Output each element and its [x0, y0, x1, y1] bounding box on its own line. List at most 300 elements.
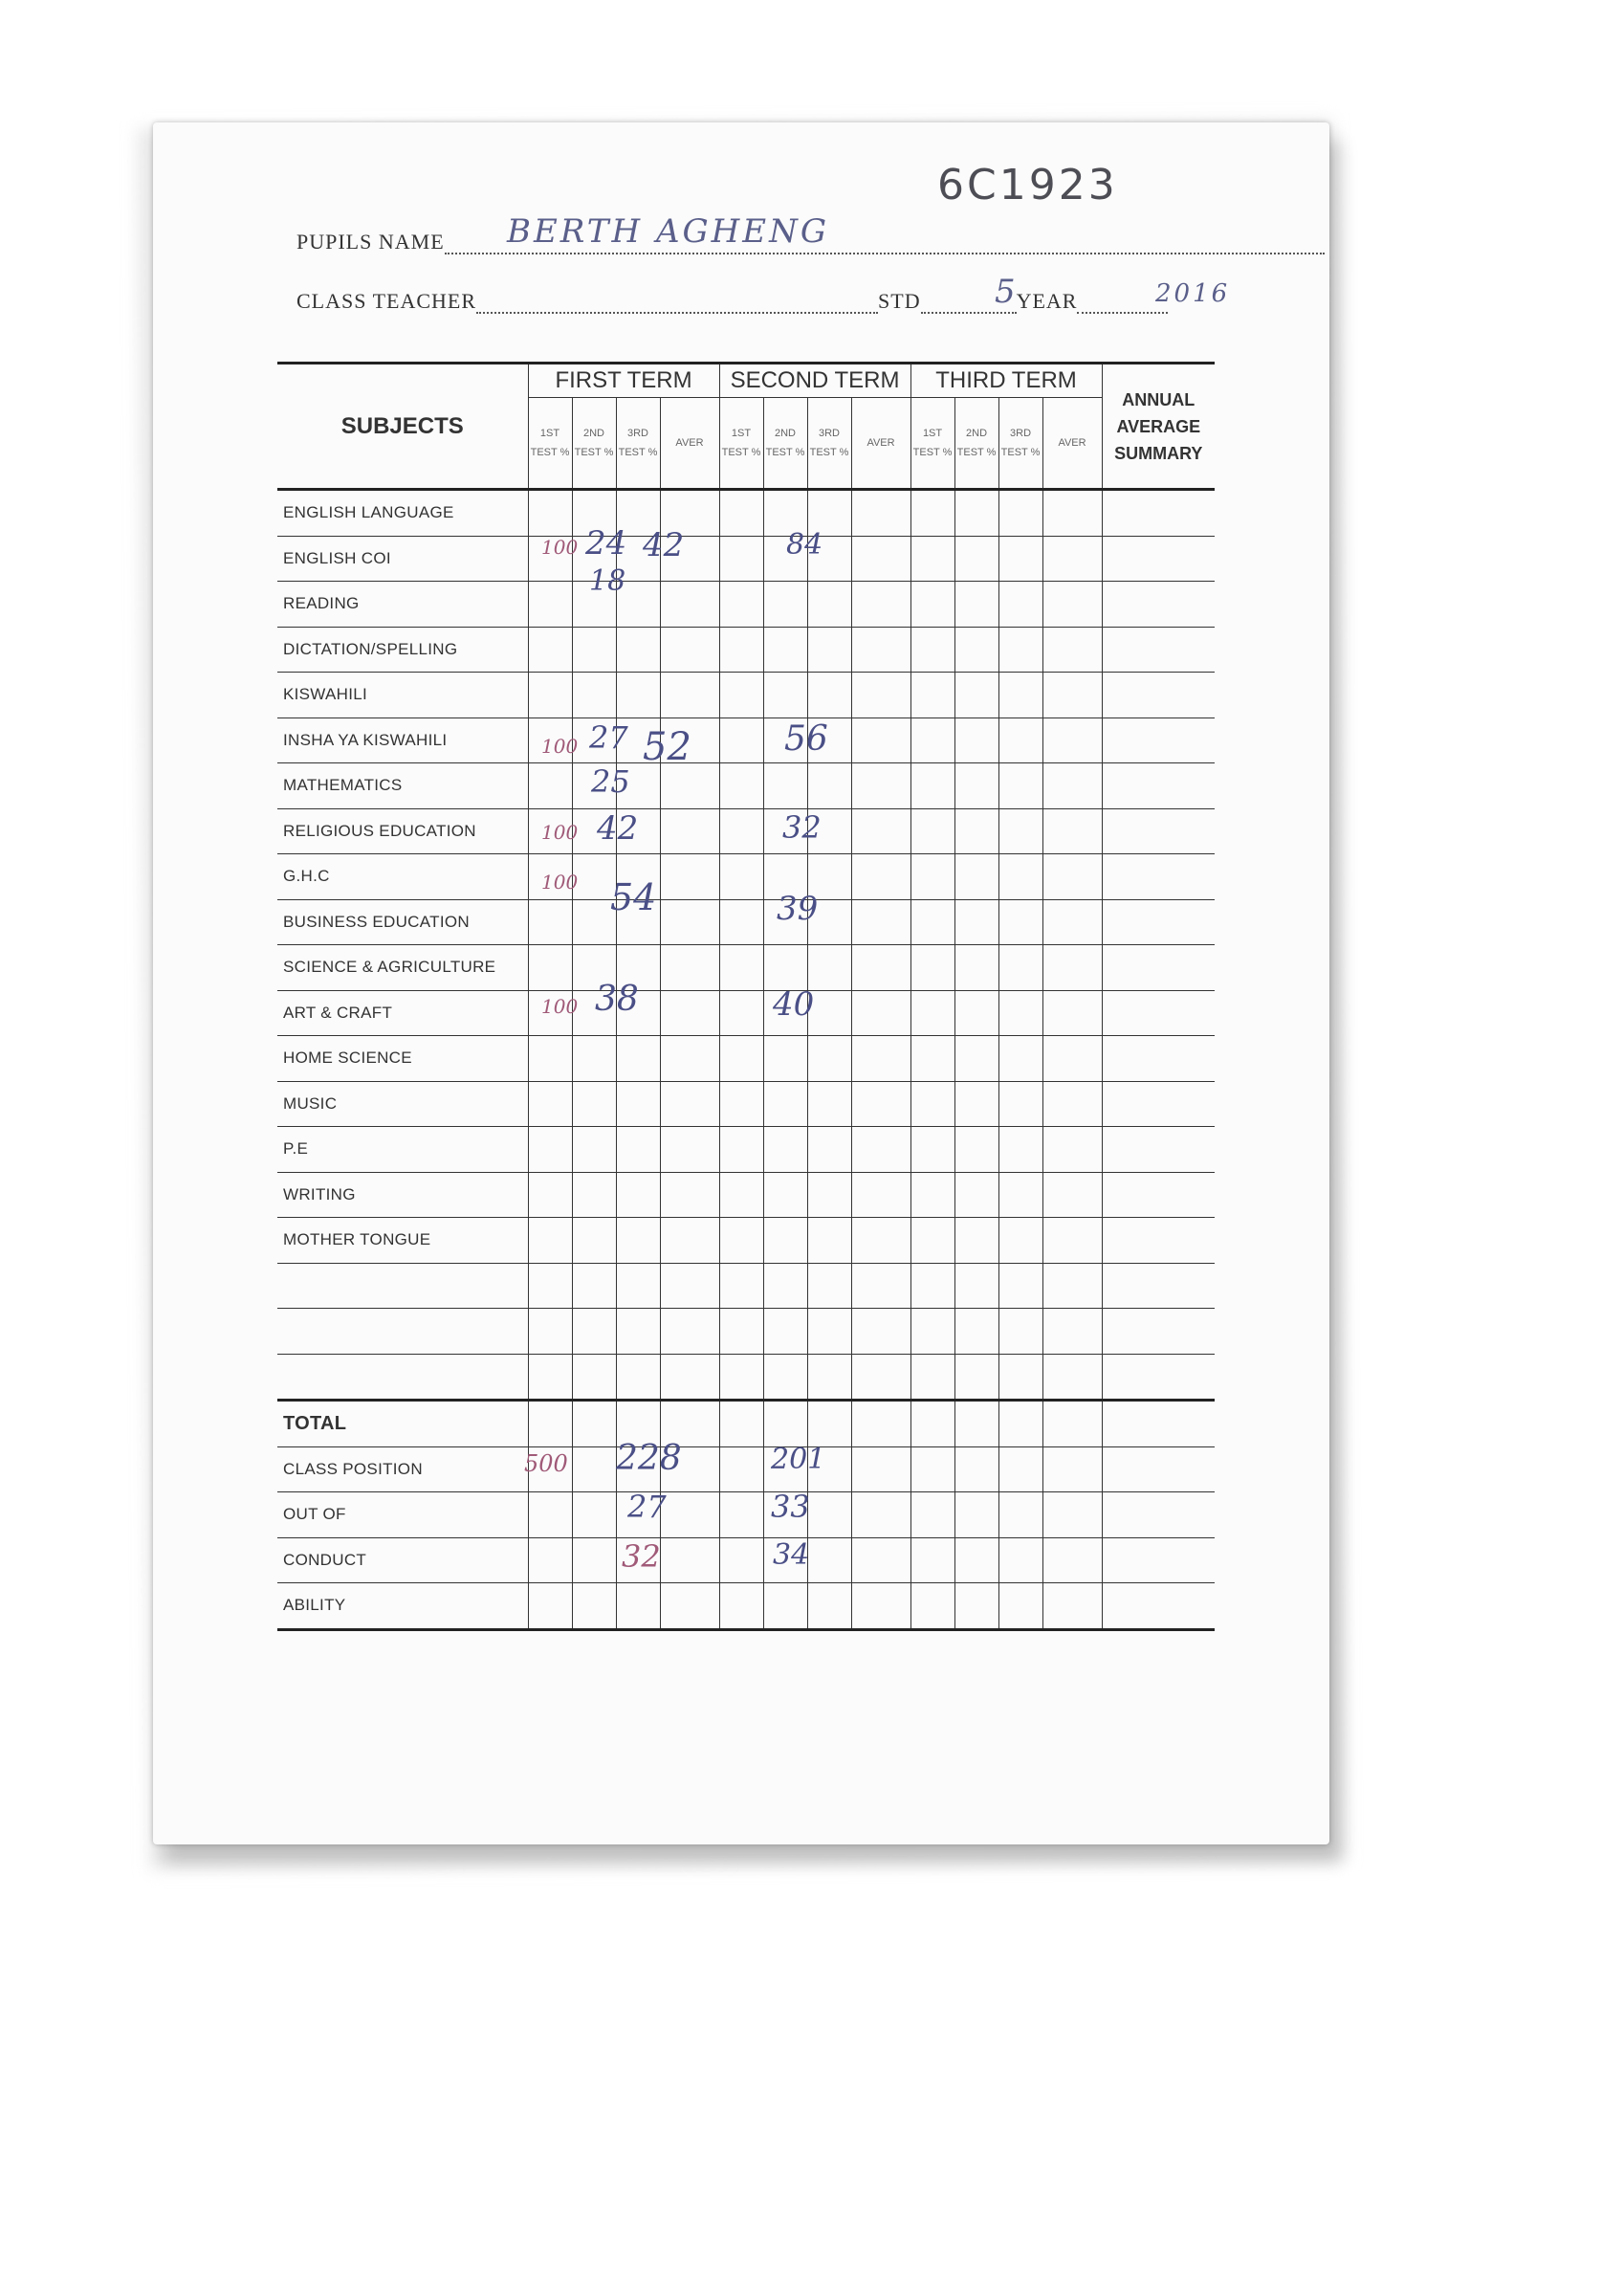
mark-cell: [954, 1127, 998, 1173]
mark-cell: [910, 1081, 954, 1127]
mark-cell: [954, 536, 998, 582]
teacher-line: [296, 289, 1168, 314]
subject-label: CLASS POSITION: [277, 1446, 528, 1492]
mark-cell: [998, 1401, 1042, 1447]
mark-cell: [998, 854, 1042, 900]
mark-cell: [851, 1354, 910, 1401]
mark-cell: [807, 763, 851, 809]
table-row: [277, 673, 1215, 718]
subject-label: WRITING: [277, 1172, 528, 1218]
mark-cell: [528, 1492, 572, 1538]
mark-cell: [763, 763, 807, 809]
table-row: [277, 945, 1215, 991]
mark-cell: [763, 582, 807, 628]
table-row: [277, 490, 1215, 537]
handwritten-mark: 27: [589, 719, 628, 756]
mark-cell: [807, 1172, 851, 1218]
mark-cell: [1042, 673, 1102, 718]
mark-cell: [763, 1036, 807, 1082]
handwritten-mark: 24: [585, 524, 627, 563]
mark-cell: [719, 854, 763, 900]
mark-cell: [851, 945, 910, 991]
mark-cell: [807, 673, 851, 718]
mark-cell: [807, 1583, 851, 1630]
mark-cell: [528, 1172, 572, 1218]
mark-cell: [660, 1172, 719, 1218]
mark-cell: [719, 1172, 763, 1218]
mark-cell: [954, 1081, 998, 1127]
mark-cell: [954, 1492, 998, 1538]
subjects-header: SUBJECTS: [277, 364, 528, 490]
mark-cell: [660, 763, 719, 809]
subject-label: [277, 1354, 528, 1401]
mark-cell: [998, 627, 1042, 673]
mark-cell: [1102, 899, 1215, 945]
mark-cell: [528, 1401, 572, 1447]
mark-cell: [528, 1537, 572, 1583]
mark-cell: [1102, 1309, 1215, 1355]
mark-cell: [719, 1446, 763, 1492]
handwritten-mark: 52: [643, 725, 691, 769]
mark-cell: [954, 1583, 998, 1630]
mark-cell: [528, 1036, 572, 1082]
mark-cell: [910, 673, 954, 718]
mark-cell: [616, 1127, 660, 1173]
mark-cell: [954, 990, 998, 1036]
handwritten-mark: 18: [589, 564, 626, 598]
mark-cell: [660, 673, 719, 718]
mark-cell: [1042, 899, 1102, 945]
mark-cell: [1042, 808, 1102, 854]
mark-cell: [807, 1263, 851, 1309]
mark-cell: [660, 1081, 719, 1127]
mark-cell: [1042, 1309, 1102, 1355]
table-row: [277, 1036, 1215, 1082]
mark-cell: [763, 1218, 807, 1264]
mark-cell: [660, 582, 719, 628]
handwritten-mark: 84: [786, 528, 823, 562]
test-column-header: 3RD TEST %: [807, 398, 851, 490]
test-column-header: 3RD TEST %: [616, 398, 660, 490]
mark-cell: [851, 582, 910, 628]
subject-label: HOME SCIENCE: [277, 1036, 528, 1082]
table-row: [277, 1172, 1215, 1218]
mark-cell: [1042, 490, 1102, 537]
mark-cell: [1102, 990, 1215, 1036]
mark-cell: [851, 1309, 910, 1355]
handwritten-mark: 32: [782, 809, 822, 846]
subject-label: [277, 1263, 528, 1309]
mark-cell: [719, 763, 763, 809]
mark-cell: [1042, 1081, 1102, 1127]
mark-cell: [660, 899, 719, 945]
mark-cell: [954, 1172, 998, 1218]
mark-cell: [954, 763, 998, 809]
mark-cell: [660, 1309, 719, 1355]
mark-cell: [998, 718, 1042, 763]
mark-cell: [851, 536, 910, 582]
mark-cell: [719, 1036, 763, 1082]
mark-cell: [851, 1127, 910, 1173]
mark-cell: [1102, 582, 1215, 628]
mark-cell: [719, 1583, 763, 1630]
mark-cell: [528, 490, 572, 537]
mark-cell: [851, 1446, 910, 1492]
handwritten-mark: 42: [643, 526, 685, 564]
mark-cell: [1102, 1127, 1215, 1173]
mark-cell: [998, 945, 1042, 991]
mark-cell: [851, 673, 910, 718]
mark-cell: [719, 945, 763, 991]
handwritten-mark: 32: [622, 1538, 661, 1575]
mark-cell: [572, 1354, 616, 1401]
mark-cell: [1102, 627, 1215, 673]
subject-label: CONDUCT: [277, 1537, 528, 1583]
table-row: [277, 808, 1215, 854]
mark-cell: [1042, 1127, 1102, 1173]
mark-cell: [954, 627, 998, 673]
mark-cell: [660, 808, 719, 854]
subject-label: ART & CRAFT: [277, 990, 528, 1036]
handwritten-mark: 201: [771, 1443, 826, 1476]
mark-cell: [851, 808, 910, 854]
subject-label: P.E: [277, 1127, 528, 1173]
mark-cell: [1102, 945, 1215, 991]
table-row: [277, 1401, 1215, 1447]
mark-cell: [851, 490, 910, 537]
mark-cell: [528, 1263, 572, 1309]
subject-label: BUSINESS EDUCATION: [277, 899, 528, 945]
mark-cell: [851, 718, 910, 763]
mark-cell: [1102, 808, 1215, 854]
mark-cell: [763, 1309, 807, 1355]
mark-cell: [616, 1218, 660, 1264]
mark-cell: [528, 1309, 572, 1355]
test-column-header: 1ST TEST %: [719, 398, 763, 490]
subject-label: ENGLISH LANGUAGE: [277, 490, 528, 537]
handwritten-mark: 33: [771, 1489, 810, 1525]
mark-cell: [910, 718, 954, 763]
mark-cell: [660, 627, 719, 673]
mark-cell: [954, 945, 998, 991]
mark-cell: [528, 673, 572, 718]
mark-cell: [660, 1492, 719, 1538]
mark-cell: [851, 990, 910, 1036]
mark-cell: [660, 1127, 719, 1173]
handwritten-mark: 25: [591, 763, 630, 800]
mark-cell: [719, 1309, 763, 1355]
subject-label: RELIGIOUS EDUCATION: [277, 808, 528, 854]
mark-cell: [910, 763, 954, 809]
mark-cell: [998, 1036, 1042, 1082]
test-column-header: AVER: [1042, 398, 1102, 490]
handwritten-mark: 38: [595, 980, 639, 1019]
mark-cell: [528, 1218, 572, 1264]
std-value: 5: [995, 273, 1019, 311]
mark-cell: [998, 536, 1042, 582]
mark-cell: [1102, 1263, 1215, 1309]
mark-cell: [719, 673, 763, 718]
mark-cell: [572, 1263, 616, 1309]
mark-cell: [954, 1309, 998, 1355]
test-column-header: AVER: [851, 398, 910, 490]
test-column-header: 2ND TEST %: [954, 398, 998, 490]
mark-cell: [910, 899, 954, 945]
mark-cell: [998, 1537, 1042, 1583]
mark-cell: [719, 1263, 763, 1309]
subject-label: [277, 1309, 528, 1355]
mark-cell: [851, 899, 910, 945]
mark-cell: [998, 1446, 1042, 1492]
test-column-header: 1ST TEST %: [528, 398, 572, 490]
mark-cell: [1102, 1081, 1215, 1127]
mark-cell: [719, 582, 763, 628]
form-reference-number: 6C1923: [937, 161, 1118, 210]
mark-cell: [910, 990, 954, 1036]
subject-label: MATHEMATICS: [277, 763, 528, 809]
mark-cell: [910, 1036, 954, 1082]
mark-cell: [807, 1492, 851, 1538]
annual-summary-header: ANNUAL AVERAGE SUMMARY: [1102, 364, 1215, 490]
subject-label: SCIENCE & AGRICULTURE: [277, 945, 528, 991]
mark-cell: [998, 1172, 1042, 1218]
table-row: [277, 1446, 1215, 1492]
mark-cell: [616, 627, 660, 673]
mark-cell: [763, 1172, 807, 1218]
mark-cell: [998, 1218, 1042, 1264]
mark-cell: [719, 1354, 763, 1401]
mark-cell: [528, 763, 572, 809]
mark-cell: [660, 990, 719, 1036]
mark-cell: [660, 854, 719, 900]
mark-cell: [1102, 1036, 1215, 1082]
mark-cell: [1102, 536, 1215, 582]
mark-cell: [910, 1263, 954, 1309]
mark-cell: [660, 1263, 719, 1309]
mark-cell: [1102, 1492, 1215, 1538]
mark-cell: [719, 899, 763, 945]
subject-label: OUT OF: [277, 1492, 528, 1538]
handwritten-mark: 100: [541, 536, 579, 559]
mark-cell: [851, 1172, 910, 1218]
mark-cell: [528, 1583, 572, 1630]
mark-cell: [719, 490, 763, 537]
mark-cell: [660, 1036, 719, 1082]
mark-cell: [998, 990, 1042, 1036]
handwritten-mark: 56: [784, 719, 828, 759]
mark-cell: [1102, 673, 1215, 718]
mark-cell: [1102, 1172, 1215, 1218]
mark-cell: [616, 1309, 660, 1355]
handwritten-mark: 100: [541, 871, 579, 894]
mark-cell: [910, 1446, 954, 1492]
mark-cell: [1102, 1354, 1215, 1401]
first-term-header: FIRST TERM: [528, 364, 719, 398]
mark-cell: [998, 1492, 1042, 1538]
mark-cell: [763, 1263, 807, 1309]
mark-cell: [1042, 1401, 1102, 1447]
subject-label: READING: [277, 582, 528, 628]
mark-cell: [807, 1036, 851, 1082]
handwritten-mark: 228: [616, 1439, 682, 1478]
mark-cell: [807, 1309, 851, 1355]
mark-cell: [851, 1218, 910, 1264]
mark-cell: [1042, 536, 1102, 582]
mark-cell: [719, 1218, 763, 1264]
mark-cell: [763, 945, 807, 991]
table-row: [277, 1537, 1215, 1583]
mark-cell: [851, 1263, 910, 1309]
mark-cell: [910, 1309, 954, 1355]
mark-cell: [1042, 945, 1102, 991]
mark-cell: [910, 1354, 954, 1401]
mark-cell: [954, 854, 998, 900]
table-row: [277, 763, 1215, 809]
mark-cell: [719, 990, 763, 1036]
mark-cell: [851, 1492, 910, 1538]
mark-cell: [1042, 1446, 1102, 1492]
mark-cell: [954, 582, 998, 628]
mark-cell: [1042, 627, 1102, 673]
mark-cell: [851, 627, 910, 673]
mark-cell: [1042, 763, 1102, 809]
subject-label: MUSIC: [277, 1081, 528, 1127]
mark-cell: [910, 1537, 954, 1583]
table-row: [277, 1354, 1215, 1401]
mark-cell: [851, 1401, 910, 1447]
mark-cell: [807, 582, 851, 628]
table-row: [277, 1583, 1215, 1630]
mark-cell: [910, 582, 954, 628]
table-row: [277, 536, 1215, 582]
mark-cell: [851, 1583, 910, 1630]
handwritten-mark: 34: [773, 1538, 810, 1572]
table-row: [277, 718, 1215, 763]
test-column-header: 3RD TEST %: [998, 398, 1042, 490]
mark-cell: [851, 763, 910, 809]
mark-cell: [998, 1263, 1042, 1309]
mark-cell: [851, 1537, 910, 1583]
mark-cell: [763, 1354, 807, 1401]
mark-cell: [954, 1218, 998, 1264]
subject-label: TOTAL: [277, 1401, 528, 1447]
mark-cell: [954, 1446, 998, 1492]
handwritten-mark: 500: [524, 1450, 568, 1477]
mark-cell: [528, 1354, 572, 1401]
table-row: [277, 1127, 1215, 1173]
mark-cell: [572, 1036, 616, 1082]
mark-cell: [998, 1127, 1042, 1173]
mark-cell: [910, 808, 954, 854]
mark-cell: [1042, 1036, 1102, 1082]
table-row: [277, 1218, 1215, 1264]
test-column-header: AVER: [660, 398, 719, 490]
mark-cell: [1042, 1172, 1102, 1218]
mark-cell: [910, 627, 954, 673]
mark-cell: [763, 1127, 807, 1173]
handwritten-mark: 100: [541, 735, 579, 758]
mark-cell: [910, 1401, 954, 1447]
test-column-header: 2ND TEST %: [763, 398, 807, 490]
mark-cell: [572, 1401, 616, 1447]
handwritten-mark: 40: [773, 985, 815, 1024]
mark-cell: [998, 673, 1042, 718]
mark-cell: [998, 490, 1042, 537]
table-row: [277, 1263, 1215, 1309]
mark-cell: [572, 1446, 616, 1492]
mark-cell: [807, 1127, 851, 1173]
mark-cell: [616, 1263, 660, 1309]
mark-cell: [616, 1081, 660, 1127]
mark-cell: [1042, 1354, 1102, 1401]
test-column-header: 1ST TEST %: [910, 398, 954, 490]
mark-cell: [1042, 854, 1102, 900]
mark-cell: [910, 536, 954, 582]
handwritten-mark: 42: [597, 809, 639, 848]
mark-cell: [528, 1127, 572, 1173]
mark-cell: [954, 808, 998, 854]
mark-cell: [1042, 990, 1102, 1036]
mark-cell: [998, 1081, 1042, 1127]
mark-cell: [954, 1537, 998, 1583]
mark-cell: [528, 582, 572, 628]
second-term-header: SECOND TERM: [719, 364, 910, 398]
mark-cell: [1102, 490, 1215, 537]
mark-cell: [572, 1172, 616, 1218]
year-value: 2016: [1155, 279, 1231, 308]
table-row: [277, 1081, 1215, 1127]
mark-cell: [954, 718, 998, 763]
mark-cell: [1102, 1218, 1215, 1264]
mark-cell: [528, 1081, 572, 1127]
mark-cell: [572, 627, 616, 673]
table-row: [277, 854, 1215, 900]
subject-label: MOTHER TONGUE: [277, 1218, 528, 1264]
mark-cell: [1042, 1583, 1102, 1630]
table-row: [277, 990, 1215, 1036]
mark-cell: [660, 1583, 719, 1630]
mark-cell: [572, 1218, 616, 1264]
mark-cell: [1102, 718, 1215, 763]
mark-cell: [528, 899, 572, 945]
mark-cell: [1042, 582, 1102, 628]
table-row: [277, 627, 1215, 673]
mark-cell: [719, 1127, 763, 1173]
mark-cell: [572, 1492, 616, 1538]
mark-cell: [1042, 1218, 1102, 1264]
pupil-name-value: BERTH AGHENG: [507, 212, 830, 251]
table-row: [277, 1309, 1215, 1355]
mark-cell: [998, 899, 1042, 945]
mark-cell: [763, 1401, 807, 1447]
mark-cell: [616, 1172, 660, 1218]
handwritten-mark: 27: [627, 1489, 667, 1525]
mark-cell: [954, 1401, 998, 1447]
mark-cell: [807, 1537, 851, 1583]
mark-cell: [719, 536, 763, 582]
mark-cell: [998, 808, 1042, 854]
handwritten-mark: 39: [777, 890, 819, 928]
mark-cell: [807, 1401, 851, 1447]
mark-cell: [1042, 1537, 1102, 1583]
year-label: YEAR: [1016, 289, 1078, 313]
mark-cell: [616, 1036, 660, 1082]
mark-cell: [851, 1036, 910, 1082]
mark-cell: [1102, 1401, 1215, 1447]
mark-cell: [807, 627, 851, 673]
subject-label: ENGLISH COI: [277, 536, 528, 582]
mark-cell: [528, 945, 572, 991]
